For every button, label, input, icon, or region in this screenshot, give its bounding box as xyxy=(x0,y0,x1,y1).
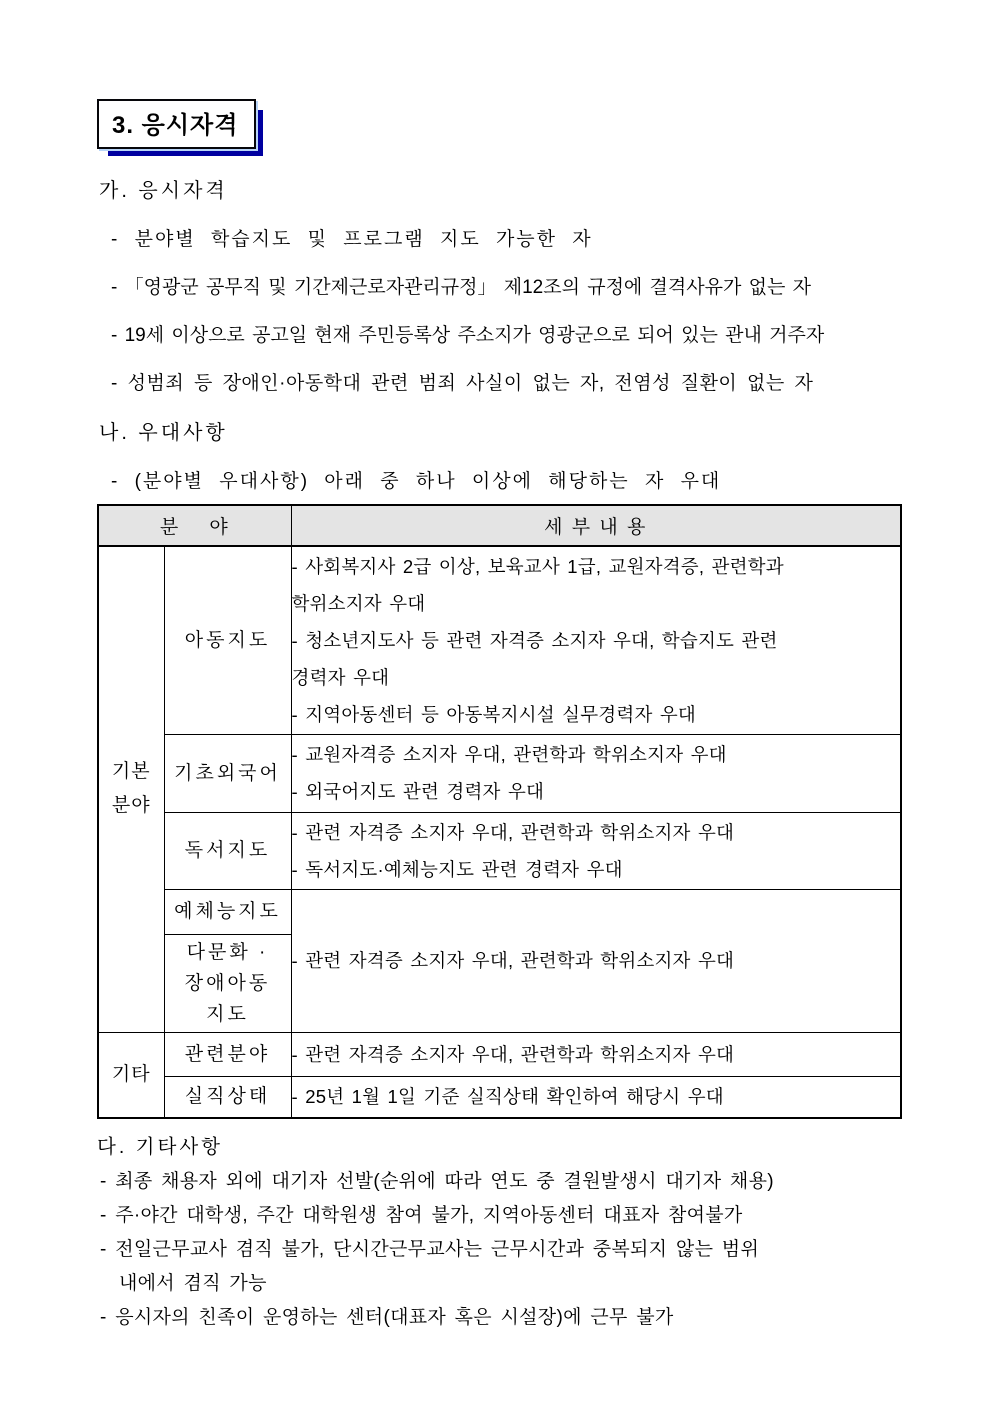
field-cell-arts-sports-guidance xyxy=(164,889,291,934)
table-row xyxy=(98,1032,901,1076)
field-label-line: 지도 xyxy=(206,1003,249,1025)
detail-line: - 청소년지도사 등 관련 자격증 소지자 우대, 학습지도 관련 xyxy=(291,629,778,651)
detail-cell-unemployed-status xyxy=(291,1076,901,1118)
other-item-continuation: 내에서 겸직 가능 xyxy=(119,1273,267,1294)
qualification-item: - 「영광군 공무직 및 기간제근로자관리규정」 제12조의 규정에 결격사유가 없는 자 xyxy=(111,277,811,298)
other-item: - 전일근무교사 겸직 불가, 단시간근무교사는 근무시간과 중복되지 않는 범위 xyxy=(100,1239,760,1260)
table-row xyxy=(98,812,901,889)
detail-cell-child-guidance xyxy=(291,546,901,734)
heading-na-preference: 나. 우대사항 xyxy=(99,422,228,444)
group-cell-basic xyxy=(98,546,164,1032)
detail-cell-shared-certificate xyxy=(291,889,901,1032)
group-cell-other xyxy=(98,1032,164,1118)
field-label-line: 아동지도 xyxy=(184,629,271,651)
field-cell-basic-foreign-language xyxy=(164,734,291,812)
table-row xyxy=(98,889,901,934)
table-row xyxy=(98,1076,901,1118)
preference-table xyxy=(97,504,902,1119)
detail-line: 경력자 우대 xyxy=(291,666,390,688)
qualification-item: - 분야별 학습지도 및 프로그램 지도 가능한 자 xyxy=(111,229,593,250)
other-item: - 최종 채용자 외에 대기자 선발(순위에 따라 연도 중 결원발생시 대기자 채용) xyxy=(100,1171,774,1192)
field-cell-related-field xyxy=(164,1032,291,1076)
qualification-item: - 성범죄 등 장애인·아동학대 관련 범죄 사실이 없는 자, 전염성 질환이 없는 자 xyxy=(111,373,814,394)
detail-line: - 지역아동센터 등 아동복지시설 실무경력자 우대 xyxy=(291,703,696,725)
group-label-line: 기타 xyxy=(111,1063,151,1085)
detail-line: - 관련 자격증 소지자 우대, 관련학과 학위소지자 우대 xyxy=(291,821,735,843)
section-title: 3. 응시자격 xyxy=(112,112,239,139)
detail-cell-reading-guidance xyxy=(291,812,901,889)
field-label-line: 관련분야 xyxy=(184,1043,271,1065)
heading-ga-qualification: 가. 응시자격 xyxy=(99,180,228,202)
field-label-line: 다문화 · xyxy=(186,941,269,963)
detail-line: - 외국어지도 관련 경력자 우대 xyxy=(291,781,545,802)
table-header-row xyxy=(98,505,901,546)
detail-line: - 사회복지사 2급 이상, 보육교사 1급, 교원자격증, 관련학과 xyxy=(291,555,784,577)
field-label-line: 예체능지도 xyxy=(174,901,281,922)
group-label-line: 기본 xyxy=(111,761,151,783)
field-cell-multicultural-disabled-child xyxy=(164,934,291,1032)
other-item: - 주·야간 대학생, 주간 대학원생 참여 불가, 지역아동센터 대표자 참여불가 xyxy=(100,1205,743,1226)
other-item: - 응시자의 친족이 운영하는 센터(대표자 혹은 시설장)에 근무 불가 xyxy=(100,1307,674,1328)
detail-cell-basic-foreign-language xyxy=(291,734,901,812)
field-cell-reading-guidance xyxy=(164,812,291,889)
field-label-line: 실직상태 xyxy=(184,1086,271,1108)
table-row xyxy=(98,734,901,812)
field-label-line: 독서지도 xyxy=(184,840,271,861)
detail-line: - 25년 1월 1일 기준 실직상태 확인하여 해당시 우대 xyxy=(291,1086,724,1108)
field-label-line: 기초외국어 xyxy=(174,762,281,784)
column-header-detail: 세 부 내 용 xyxy=(291,505,901,546)
detail-line: - 독서지도·예체능지도 관련 경력자 우대 xyxy=(291,858,623,880)
qualification-item: - 19세 이상으로 공고일 현재 주민등록상 주소지가 영광군으로 되어 있는 관내 거주자 xyxy=(111,325,825,346)
table-row xyxy=(98,546,901,734)
detail-line: - 관련 자격증 소지자 우대, 관련학과 학위소지자 우대 xyxy=(291,950,735,971)
detail-cell-related-field xyxy=(291,1032,901,1076)
group-label-line: 분야 xyxy=(111,795,151,817)
field-cell-unemployed-status xyxy=(164,1076,291,1118)
detail-line: - 교원자격증 소지자 우대, 관련학과 학위소지자 우대 xyxy=(291,744,727,765)
preference-intro-item: - (분야별 우대사항) 아래 중 하나 이상에 해당하는 자 우대 xyxy=(111,471,722,492)
column-header-field: 분 야 xyxy=(98,505,291,546)
detail-line: - 관련 자격증 소지자 우대, 관련학과 학위소지자 우대 xyxy=(291,1043,735,1065)
heading-da-other: 다. 기타사항 xyxy=(97,1136,224,1158)
detail-line: 학위소지자 우대 xyxy=(291,592,426,614)
section-title-box xyxy=(97,99,256,149)
field-cell-child-guidance xyxy=(164,546,291,734)
field-label-line: 장애아동 xyxy=(184,972,271,994)
